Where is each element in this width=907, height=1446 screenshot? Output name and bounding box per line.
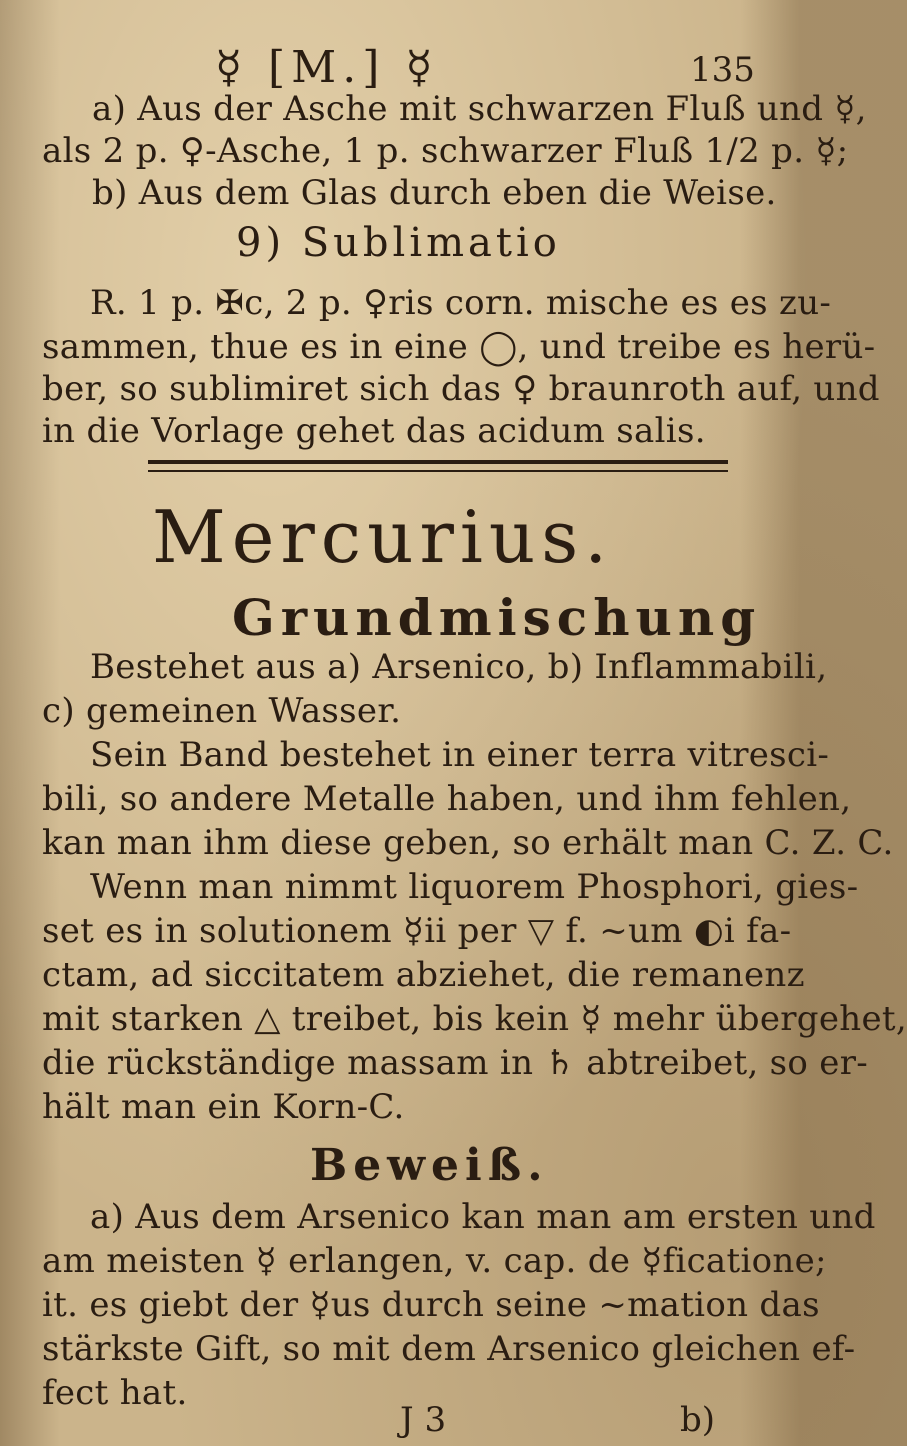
text-line: Bestehet aus a) Arsenico, b) Inflammabili, [90, 647, 828, 687]
text-line: ber, so sublimiret sich das ♀ braunroth auf, und [42, 369, 880, 409]
text-line: Wenn man nimmt liquorem Phosphori, gies- [90, 867, 859, 907]
text-line: in die Vorlage gehet das acidum salis. [42, 411, 706, 451]
text-line: hält man ein Korn-C. [42, 1087, 405, 1127]
text-line: stärkste Gift, so mit dem Arsenico gleichen ef- [42, 1329, 856, 1369]
text-line: mit starken △ treibet, bis kein ☿ mehr übergehet, [42, 999, 907, 1039]
text-line: sammen, thue es in eine ◯, und treibe es herü- [42, 327, 876, 367]
text-line: b) Aus dem Glas durch eben die Weise. [92, 173, 777, 213]
text-line: a) Aus der Asche mit schwarzen Fluß und ☿, [92, 89, 867, 129]
section-heading-grundmischung: Grundmischung [232, 588, 762, 647]
text-line: a) Aus dem Arsenico kan man am ersten und [90, 1197, 876, 1237]
text-line: als 2 p. ♀-Asche, 1 p. schwarzer Fluß 1/2 p. ☿; [42, 131, 849, 171]
text-line: it. es giebt der ☿us durch seine ~mation das [42, 1285, 820, 1325]
signature-mark: J 3 [400, 1400, 447, 1440]
text-line: Sein Band bestehet in einer terra vitresci- [90, 735, 830, 775]
running-head: ☿ [M.] ☿ [215, 42, 439, 93]
divider-rule [148, 460, 728, 472]
text-line: die rückständige massam in ♄ abtreibet, so er- [42, 1043, 869, 1083]
text-line: kan man ihm diese geben, so erhält man C. Z. C. [42, 823, 894, 863]
text-line: ctam, ad siccitatem abziehet, die remanenz [42, 955, 805, 995]
section-heading-beweiss: Beweiß. [310, 1140, 549, 1191]
text-line: R. 1 p. ✠c, 2 p. ♀ris corn. mische es es zu- [90, 283, 832, 323]
chapter-title: Mercurius. [152, 495, 614, 579]
text-line: fect hat. [42, 1373, 188, 1413]
text-line: set es in solutionem ☿ii per ▽ f. ~um ◐i fa- [42, 911, 792, 951]
section-heading-sublimatio: 9) Sublimatio [236, 220, 561, 266]
catchword: b) [680, 1400, 716, 1440]
text-line: am meisten ☿ erlangen, v. cap. de ☿ficatione; [42, 1241, 827, 1281]
page-number: 135 [690, 50, 755, 90]
text-line: c) gemeinen Wasser. [42, 691, 402, 731]
text-line: bili, so andere Metalle haben, und ihm fehlen, [42, 779, 852, 819]
